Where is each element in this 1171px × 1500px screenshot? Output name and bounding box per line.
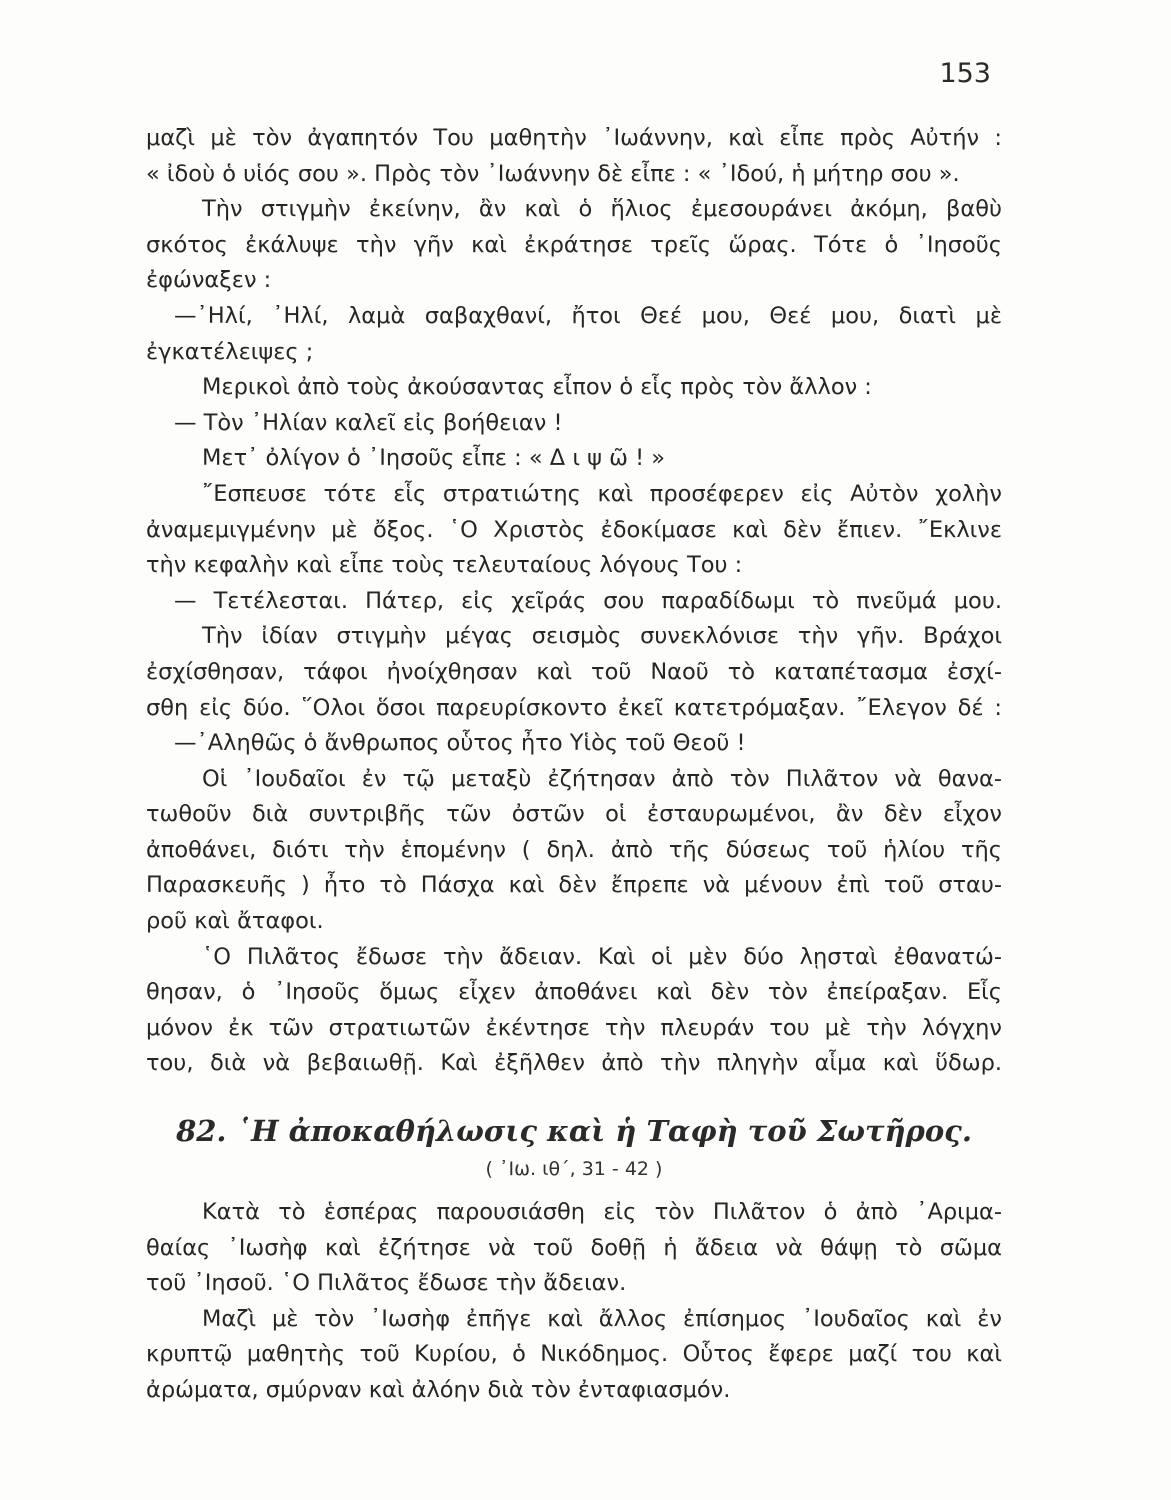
text-line: — Τὸν ᾿Ηλίαν καλεῖ εἰς βοήθειαν ! bbox=[174, 409, 563, 436]
text-line: ἀρώματα, σμύρναν καὶ ἀλόην διὰ τὸν ἐνταφιασμόν. bbox=[146, 1376, 731, 1403]
text-line: θαίας ᾿Ιωσὴφ καὶ ἐζήτησε νὰ τοῦ δοθῇ ἡ ἄδεια νὰ θάψῃ τὸ σῶμα bbox=[146, 1234, 1002, 1261]
section-text bbox=[146, 1195, 1002, 1409]
text-line: Παρασκευῆς ) ἦτο τὸ Πάσχα καὶ δὲν ἔπρεπε νὰ μένουν ἐπὶ τοῦ σταυ- bbox=[146, 872, 1002, 899]
text-line: ἀναμεμιγμένην μὲ ὄξος. ῾Ο Χριστὸς ἐδοκίμασε καὶ δὲν ἔπιεν. ῎Εκλινε bbox=[146, 516, 1002, 543]
text-line: Μερικοὶ ἀπὸ τοὺς ἀκούσαντας εἶπον ὁ εἷς πρὸς τὸν ἄλλον : bbox=[202, 374, 872, 401]
text-line: ἀποθάνει, διότι τὴν ἑπομένην ( δηλ. ἀπὸ τῆς δύσεως τοῦ ἡλίου τῆς bbox=[146, 836, 1002, 863]
text-line: ἐφώναξεν : bbox=[146, 267, 272, 294]
text-line: Οἱ ᾿Ιουδαῖοι ἐν τῷ μεταξὺ ἐζήτησαν ἀπὸ τὸν Πιλᾶτον νὰ θανα- bbox=[202, 765, 1002, 792]
text-line: —᾿Ηλί, ᾿Ηλί, λαμὰ σαβαχθανί, ἤτοι Θεέ μου, Θεέ μου, διατὶ μὲ bbox=[174, 302, 1002, 329]
text-line: ροῦ καὶ ἄταφοι. bbox=[146, 908, 324, 935]
text-line: Κατὰ τὸ ἑσπέρας παρουσιάσθη εἰς τὸν Πιλᾶτον ὁ ἀπὸ ᾿Αριμα- bbox=[202, 1199, 1002, 1225]
page-number: 153 bbox=[939, 58, 991, 89]
scripture-reference: ( ᾿Ιω. ιθ΄, 31 - 42 ) bbox=[485, 1158, 663, 1180]
text-line: του, διὰ νὰ βεβαιωθῇ. Καὶ ἐξῆλθεν ἀπὸ τὴν πληγὴν αἷμα καὶ ὕδωρ. bbox=[146, 1050, 1002, 1077]
text-line: μόνον ἐκ τῶν στρατιωτῶν ἐκέντησε τὴν πλευράν του μὲ τὴν λόγχην bbox=[146, 1014, 1002, 1041]
text-line: θησαν, ὁ ᾿Ιησοῦς ὅμως εἶχεν ἀποθάνει καὶ δὲν τὸν ἐπείραξαν. Εἷς bbox=[146, 979, 1002, 1006]
text-line: σκότος ἐκάλυψε τὴν γῆν καὶ ἐκράτησε τρεῖς ὥρας. Τότε ὁ ᾿Ιησοῦς bbox=[146, 231, 1002, 258]
text-line: σθη εἰς δύο. ῞Ολοι ὅσοι παρευρίσκοντο ἐκεῖ κατετρόμαξαν. ῎Ελεγον δέ : bbox=[146, 694, 1002, 721]
text-line: Τὴν στιγμὴν ἐκείνην, ἂν καὶ ὁ ἥλιος ἐμεσουράνει ἀκόμη, βαθὺ bbox=[202, 196, 1002, 223]
section-heading: 82. ῾Η ἀποκαθήλωσις καὶ ἡ Ταφὴ τοῦ Σωτῆρος. bbox=[176, 1114, 972, 1148]
text-line: τωθοῦν διὰ συντριβῆς τῶν ὀστῶν οἱ ἐσταυρωμένοι, ἂν δὲν εἶχον bbox=[146, 801, 1002, 828]
text-line: ῾Ο Πιλᾶτος ἔδωσε τὴν ἄδειαν. Καὶ οἱ μὲν δύο λῃσταὶ ἐθανατώ- bbox=[202, 943, 1002, 970]
text-line: « ἰδοὺ ὁ υἱός σου ». Πρὸς τὸν ᾿Ιωάννην δὲ εἶπε : « ᾿Ιδού, ἡ μήτηρ σου ». bbox=[146, 160, 960, 187]
main-text bbox=[146, 121, 1002, 1082]
text-line: τοῦ ᾿Ιησοῦ. ῾Ο Πιλᾶτος ἔδωσε τὴν ἄδειαν. bbox=[146, 1270, 627, 1297]
text-line: Τὴν ἰδίαν στιγμὴν μέγας σεισμὸς συνεκλόνισε τὴν γῆν. Βράχοι bbox=[202, 623, 1002, 650]
section-header bbox=[146, 1108, 1002, 1184]
text-line: —᾿Αληθῶς ὁ ἄνθρωπος οὗτος ἦτο Υἱὸς τοῦ Θεοῦ ! bbox=[174, 730, 746, 757]
text-line: κρυπτῷ μαθητὴς τοῦ Κυρίου, ὁ Νικόδημος. Οὗτος ἔφερε μαζί του καὶ bbox=[146, 1341, 1002, 1368]
text-line: τὴν κεφαλὴν καὶ εἶπε τοὺς τελευταίους λόγους Του : bbox=[146, 552, 743, 579]
text-line: — Τετέλεσται. Πάτερ, εἰς χεῖράς σου παραδίδωμι τὸ πνεῦμά μου. bbox=[174, 587, 1002, 614]
text-line: ἐσχίσθησαν, τάφοι ἠνοίχθησαν καὶ τοῦ Ναοῦ τὸ καταπέτασμα ἐσχί- bbox=[146, 658, 1002, 685]
text-line: Μαζὶ μὲ τὸν ᾿Ιωσὴφ ἐπῆγε καὶ ἄλλος ἐπίσημος ᾿Ιουδαῖος καὶ ἐν bbox=[202, 1305, 1002, 1332]
text-line: μαζὶ μὲ τὸν ἀγαπητόν Του μαθητὴν ᾿Ιωάννην, καὶ εἶπε πρὸς Αὐτήν : bbox=[146, 125, 1002, 151]
text-line: Μετ᾿ ὀλίγον ὁ ᾿Ιησοῦς εἶπε : « Δ ι ψ ῶ ! » bbox=[202, 445, 666, 472]
text-line: ἐγκατέλειψες ; bbox=[146, 338, 314, 365]
text-line: ῎Εσπευσε τότε εἷς στρατιώτης καὶ προσέφερεν εἰς Αὐτὸν χολὴν bbox=[202, 480, 1002, 507]
